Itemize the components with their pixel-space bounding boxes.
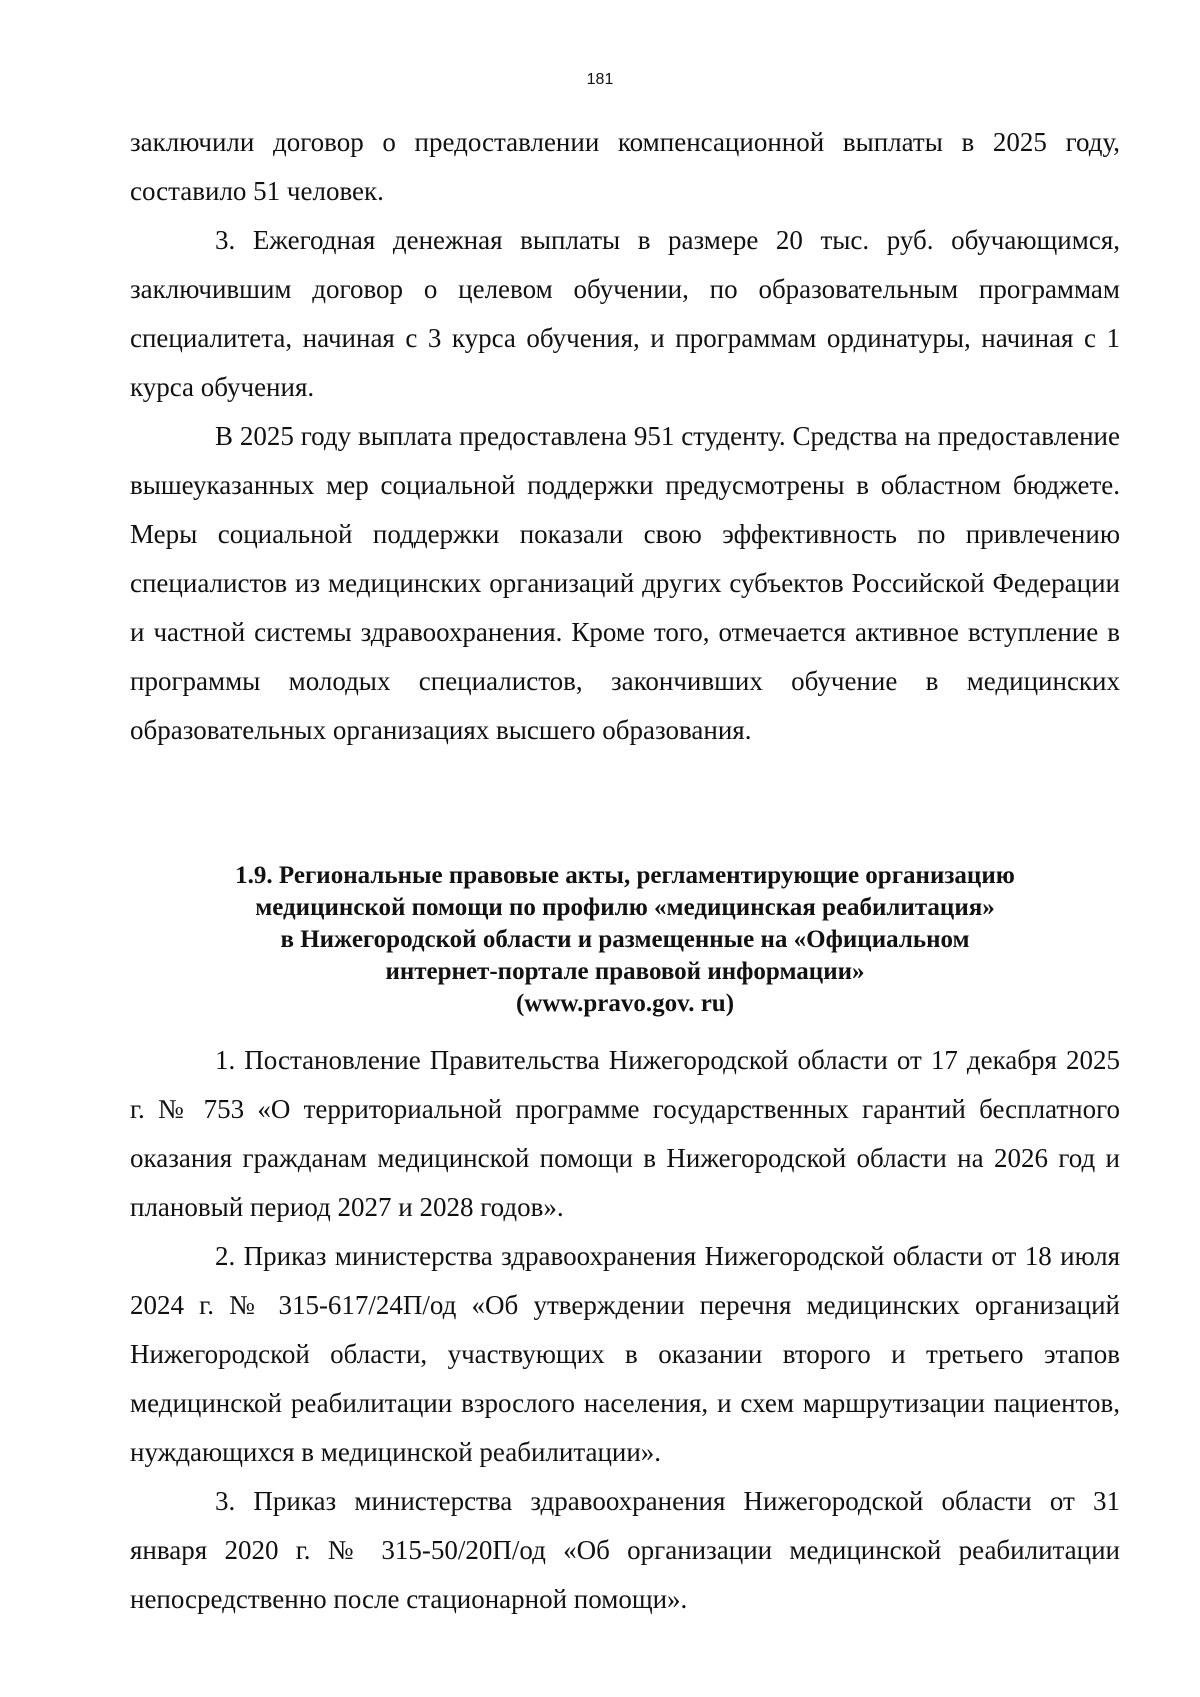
- legal-act-item: 3. Приказ министерства здравоохранения Нижегородской области от 31 января 2020 г. № 315-50/20П/од «Об организации медицинской реабилитации непосредственно после стационарной помощи».: [130, 1486, 1120, 1614]
- intro-text-block: [130, 118, 1120, 755]
- legal-act-item: 1. Постановление Правительства Нижегородской области от 17 декабря 2025 г. № 753 «О территориальной программе государственных гарантий бесплатного оказания гражданам медицинской помощи в Нижегородской области на 2026 год и плановый период 2027 и 2028 годов».: [130, 1045, 1120, 1222]
- section-heading-line: интернет-портале правовой информации»: [385, 958, 865, 985]
- section-heading-line: (www.pravo.gov. ru): [515, 990, 735, 1017]
- section-heading-line: в Нижегородской области и размещенные на «Официальном: [280, 926, 970, 953]
- paragraph-continuation: заключили договор о предоставлении компенсационной выплаты в 2025 году, составило 51 человек.: [130, 127, 1120, 206]
- paragraph-payment-results: В 2025 году выплата предоставлена 951 студенту. Средства на предоставление вышеуказанных мер социальной поддержки предусмотрены в областном бюджете. Меры социальной поддержки показали свою эффективность по привлечению специалистов из медицинских организаций других субъектов Российской Федерации и частной системы здравоохранения. Кроме того, отмечается активное вступление в программы молодых специалистов, закончивших обучение в медицинских образовательных организациях высшего образования.: [130, 421, 1120, 745]
- legal-act-item: 2. Приказ министерства здравоохранения Нижегородской области от 18 июля 2024 г. № 315-617/24П/од «Об утверждении перечня медицинских организаций Нижегородской области, участвующих в оказании второго и третьего этапов медицинской реабилитации взрослого населения, и схем маршрутизации пациентов, нуждающихся в медицинской реабилитации».: [130, 1241, 1120, 1467]
- section-heading-line: медицинской помощи по профилю «медицинская реабилитация»: [255, 894, 995, 921]
- section-heading: [130, 860, 1120, 1020]
- section-heading-line: 1.9. Региональные правовые акты, регламентирующие организацию: [235, 862, 1015, 889]
- page-number: 181: [586, 71, 614, 88]
- paragraph-annual-payment: 3. Ежегодная денежная выплаты в размере 20 тыс. руб. обучающимся, заключившим договор о целевом обучении, по образовательным программам специалитета, начиная с 3 курса обучения, и программам ординатуры, начиная с 1 курса обучения.: [130, 225, 1120, 402]
- legal-acts-list: [130, 1036, 1120, 1624]
